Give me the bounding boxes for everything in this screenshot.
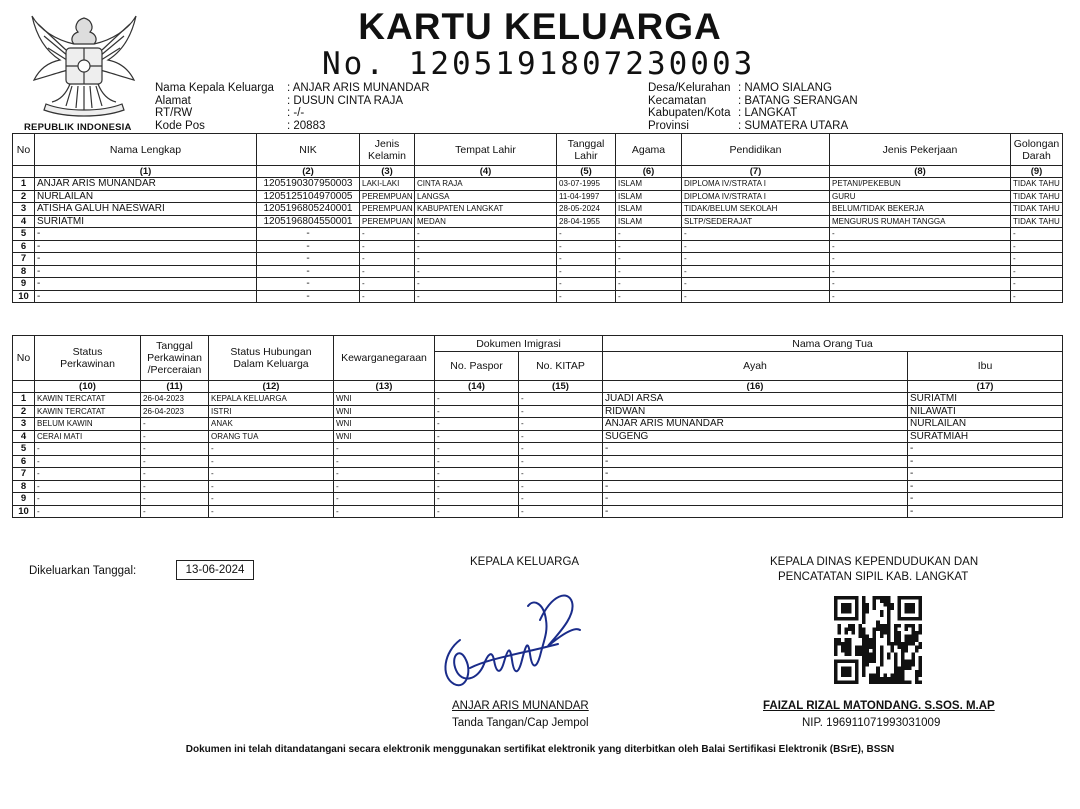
cell-status-perkawinan: BELUM KAWIN <box>35 418 141 431</box>
cell-tanggal-lahir: 11-04-1997 <box>557 190 616 203</box>
cell-nama: ATISHA GALUH NAESWARI <box>35 203 257 216</box>
cell-tanggal-perkawinan: - <box>141 418 209 431</box>
column-number: (11) <box>141 381 209 393</box>
row-number: 5 <box>13 228 35 241</box>
head-of-family-title: KEPALA KELUARGA <box>470 556 580 568</box>
cell-pekerjaan: - <box>830 265 1011 278</box>
issued-date-label: Dikeluarkan Tanggal: <box>29 565 137 577</box>
cell-nik: 1205196804550001 <box>257 215 360 228</box>
cell-golongan-darah: TIDAK TAHU <box>1011 178 1063 191</box>
table-row <box>13 430 1063 443</box>
cell-kewarganegaraan: - <box>334 505 435 518</box>
row-number: 8 <box>13 265 35 278</box>
column-number <box>13 381 35 393</box>
column-number <box>13 166 35 178</box>
row-number: 1 <box>13 178 35 191</box>
row-number: 9 <box>13 278 35 291</box>
table-row <box>13 418 1063 431</box>
cell-pekerjaan: PETANI/PEKEBUN <box>830 178 1011 191</box>
table-row <box>13 253 1063 266</box>
col-header-jenis-kelamin: Jenis Kelamin <box>360 134 415 166</box>
cell-ayah: - <box>603 480 908 493</box>
meta-label: RT/RW <box>155 107 193 119</box>
cell-pendidikan: SLTP/SEDERAJAT <box>682 215 830 228</box>
col-header-agama: Agama <box>616 134 682 166</box>
cell-pendidikan: - <box>682 240 830 253</box>
cell-agama: - <box>616 290 682 303</box>
cell-tempat-lahir: - <box>415 265 557 278</box>
cell-pekerjaan: - <box>830 240 1011 253</box>
table-row <box>13 290 1063 303</box>
cell-hubungan: - <box>209 455 334 468</box>
cell-jenis-kelamin: LAKI-LAKI <box>360 178 415 191</box>
cell-nama: - <box>35 278 257 291</box>
cell-ayah: SUGENG <box>603 430 908 443</box>
cell-kewarganegaraan: - <box>334 493 435 506</box>
col-header-no: No <box>13 336 35 381</box>
cell-nama: SURIATMI <box>35 215 257 228</box>
meta-label: Nama Kepala Keluarga <box>155 82 274 94</box>
meta-value: : ANJAR ARIS MUNANDAR <box>287 82 430 94</box>
cell-hubungan: KEPALA KELUARGA <box>209 393 334 406</box>
table-row <box>13 265 1063 278</box>
cell-ibu: - <box>908 505 1063 518</box>
col-header-nama: Nama Lengkap <box>35 134 257 166</box>
table-row <box>13 190 1063 203</box>
cell-kewarganegaraan: WNI <box>334 418 435 431</box>
column-number: (1) <box>35 166 257 178</box>
column-number: (2) <box>257 166 360 178</box>
cell-nik: 1205196805240001 <box>257 203 360 216</box>
cell-hubungan: - <box>209 505 334 518</box>
cell-kitap: - <box>519 505 603 518</box>
cell-paspor: - <box>435 418 519 431</box>
cell-tanggal-perkawinan: 26-04-2023 <box>141 393 209 406</box>
cell-ibu: - <box>908 455 1063 468</box>
cell-kewarganegaraan: - <box>334 468 435 481</box>
cell-status-perkawinan: - <box>35 493 141 506</box>
table-row <box>13 493 1063 506</box>
cell-kitap: - <box>519 455 603 468</box>
cell-ayah: ANJAR ARIS MUNANDAR <box>603 418 908 431</box>
cell-kewarganegaraan: WNI <box>334 405 435 418</box>
row-number: 7 <box>13 253 35 266</box>
cell-nama: - <box>35 240 257 253</box>
cell-tanggal-lahir: - <box>557 253 616 266</box>
cell-paspor: - <box>435 493 519 506</box>
col-header-dokumen-imigrasi: Dokumen Imigrasi <box>435 336 603 352</box>
agency-title-line2: PENCATATAN SIPIL KAB. LANGKAT <box>778 571 969 583</box>
cell-agama: ISLAM <box>616 178 682 191</box>
family-members-table <box>12 133 1063 303</box>
cell-nik: 1205125104970005 <box>257 190 360 203</box>
cell-pekerjaan: - <box>830 290 1011 303</box>
cell-tempat-lahir: KABUPATEN LANGKAT <box>415 203 557 216</box>
meta-label: Kabupaten/Kota <box>648 107 731 119</box>
cell-tanggal-perkawinan: - <box>141 430 209 443</box>
cell-kitap: - <box>519 418 603 431</box>
cell-paspor: - <box>435 455 519 468</box>
cell-nama: ANJAR ARIS MUNANDAR <box>35 178 257 191</box>
row-number: 5 <box>13 443 35 456</box>
cell-agama: ISLAM <box>616 203 682 216</box>
column-number-row <box>13 166 1063 178</box>
cell-hubungan: - <box>209 468 334 481</box>
meta-value: : DUSUN CINTA RAJA <box>287 94 404 107</box>
cell-hubungan: - <box>209 493 334 506</box>
cell-kitap: - <box>519 480 603 493</box>
cell-kewarganegaraan: - <box>334 443 435 456</box>
row-number: 3 <box>13 418 35 431</box>
col-header-ibu: Ibu <box>908 352 1063 381</box>
cell-tempat-lahir: MEDAN <box>415 215 557 228</box>
cell-pekerjaan: - <box>830 278 1011 291</box>
cell-ibu: - <box>908 493 1063 506</box>
region-info-labels <box>648 82 731 132</box>
cell-agama: - <box>616 253 682 266</box>
cell-ayah: - <box>603 505 908 518</box>
table-row <box>13 480 1063 493</box>
cell-kitap: - <box>519 443 603 456</box>
column-number-row <box>13 381 1063 393</box>
cell-kitap: - <box>519 430 603 443</box>
meta-value: : SUMATERA UTARA <box>738 119 849 132</box>
cell-nik: 1205190307950003 <box>257 178 360 191</box>
cell-jenis-kelamin: PEREMPUAN <box>360 190 415 203</box>
cell-ayah: - <box>603 493 908 506</box>
cell-tanggal-lahir: - <box>557 240 616 253</box>
meta-value: : LANGKAT <box>738 107 798 119</box>
table-row <box>13 215 1063 228</box>
table-row <box>13 468 1063 481</box>
cell-golongan-darah: TIDAK TAHU <box>1011 190 1063 203</box>
meta-label: Kode Pos <box>155 119 205 132</box>
cell-status-perkawinan: - <box>35 480 141 493</box>
cell-hubungan: ISTRI <box>209 405 334 418</box>
table-row <box>13 393 1063 406</box>
family-info-values <box>287 82 430 132</box>
cell-tanggal-perkawinan: - <box>141 443 209 456</box>
table-row <box>13 178 1063 191</box>
cell-status-perkawinan: KAWIN TERCATAT <box>35 393 141 406</box>
cell-paspor: - <box>435 468 519 481</box>
cell-ibu: SURATMIAH <box>908 430 1063 443</box>
cell-ibu: - <box>908 443 1063 456</box>
cell-ayah: RIDWAN <box>603 405 908 418</box>
cell-status-perkawinan: CERAI MATI <box>35 430 141 443</box>
col-header-ayah: Ayah <box>603 352 908 381</box>
cell-pendidikan: - <box>682 228 830 241</box>
cell-ibu: SURIATMI <box>908 393 1063 406</box>
electronic-signature-note: Dokumen ini telah ditandatangani secara elektronik menggunakan sertifikat elektronik yang diterbitkan oleh Balai Sertifikasi Elektronik (BSrE), BSSN <box>185 744 895 755</box>
column-number: (6) <box>616 166 682 178</box>
cell-kitap: - <box>519 493 603 506</box>
cell-tanggal-lahir: 28-05-2024 <box>557 203 616 216</box>
cell-hubungan: - <box>209 480 334 493</box>
cell-pendidikan: DIPLOMA IV/STRATA I <box>682 178 830 191</box>
row-number: 10 <box>13 290 35 303</box>
row-number: 2 <box>13 190 35 203</box>
qr-code-icon <box>834 596 922 684</box>
column-number: (8) <box>830 166 1011 178</box>
cell-tanggal-perkawinan: 26-04-2023 <box>141 405 209 418</box>
cell-nik: - <box>257 228 360 241</box>
cell-tanggal-perkawinan: - <box>141 493 209 506</box>
cell-pendidikan: - <box>682 290 830 303</box>
cell-tanggal-perkawinan: - <box>141 505 209 518</box>
cell-ayah: JUADI ARSA <box>603 393 908 406</box>
cell-kitap: - <box>519 468 603 481</box>
family-members-body <box>13 166 1063 303</box>
cell-golongan-darah: - <box>1011 240 1063 253</box>
cell-golongan-darah: - <box>1011 278 1063 291</box>
cell-jenis-kelamin: - <box>360 253 415 266</box>
cell-jenis-kelamin: - <box>360 228 415 241</box>
cell-agama: ISLAM <box>616 190 682 203</box>
meta-label: Alamat <box>155 94 191 107</box>
row-number: 4 <box>13 215 35 228</box>
family-status-table <box>12 335 1063 518</box>
cell-pekerjaan: MENGURUS RUMAH TANGGA <box>830 215 1011 228</box>
cell-tempat-lahir: CINTA RAJA <box>415 178 557 191</box>
col-header-nama-orang-tua: Nama Orang Tua <box>603 336 1063 352</box>
cell-nama: - <box>35 265 257 278</box>
cell-pekerjaan: GURU <box>830 190 1011 203</box>
cell-agama: ISLAM <box>616 215 682 228</box>
col-header-kewarganegaraan: Kewarganegaraan <box>334 336 435 381</box>
cell-golongan-darah: - <box>1011 253 1063 266</box>
cell-tanggal-lahir: - <box>557 228 616 241</box>
cell-paspor: - <box>435 430 519 443</box>
cell-nik: - <box>257 278 360 291</box>
cell-tempat-lahir: - <box>415 278 557 291</box>
cell-ibu: NILAWATI <box>908 405 1063 418</box>
column-number: (14) <box>435 381 519 393</box>
col-header-hubungan: Status Hubungan Dalam Keluarga <box>209 336 334 381</box>
cell-agama: - <box>616 240 682 253</box>
cell-tempat-lahir: LANGSA <box>415 190 557 203</box>
column-number: (9) <box>1011 166 1063 178</box>
cell-agama: - <box>616 265 682 278</box>
cell-pendidikan: TIDAK/BELUM SEKOLAH <box>682 203 830 216</box>
cell-status-perkawinan: KAWIN TERCATAT <box>35 405 141 418</box>
cell-tanggal-lahir: - <box>557 265 616 278</box>
cell-tanggal-perkawinan: - <box>141 480 209 493</box>
cell-status-perkawinan: - <box>35 455 141 468</box>
meta-value: : -/- <box>287 107 305 119</box>
column-number: (7) <box>682 166 830 178</box>
cell-tempat-lahir: - <box>415 228 557 241</box>
cell-nik: - <box>257 290 360 303</box>
col-header-nik: NIK <box>257 134 360 166</box>
cell-jenis-kelamin: PEREMPUAN <box>360 215 415 228</box>
meta-label: Provinsi <box>648 119 689 132</box>
column-number: (13) <box>334 381 435 393</box>
issued-date-value: 13-06-2024 <box>176 560 254 580</box>
table-row <box>13 203 1063 216</box>
column-number: (15) <box>519 381 603 393</box>
table-row <box>13 455 1063 468</box>
row-number: 7 <box>13 468 35 481</box>
meta-label: Kecamatan <box>648 94 707 107</box>
cell-paspor: - <box>435 505 519 518</box>
col-header-status-perkawinan: Status Perkawinan <box>35 336 141 381</box>
document-title: KARTU KELUARGA <box>358 6 722 47</box>
table-row <box>13 240 1063 253</box>
cell-pekerjaan: - <box>830 228 1011 241</box>
col-header-kitap: No. KITAP <box>519 352 603 381</box>
cell-tanggal-lahir: 28-04-1955 <box>557 215 616 228</box>
cell-nik: - <box>257 240 360 253</box>
officer-nip: NIP. 196911071993031009 <box>802 717 941 729</box>
cell-ibu: NURLAILAN <box>908 418 1063 431</box>
column-number: (3) <box>360 166 415 178</box>
agency-title-line1: KEPALA DINAS KEPENDUDUKAN DAN <box>770 556 979 568</box>
cell-agama: - <box>616 228 682 241</box>
cell-pendidikan: - <box>682 253 830 266</box>
row-number: 8 <box>13 480 35 493</box>
col-header-tanggal-perkawinan: Tanggal Perkawinan /Perceraian <box>141 336 209 381</box>
meta-value: : NAMO SIALANG <box>738 82 832 94</box>
col-header-golongan-darah: Golongan Darah <box>1011 134 1063 166</box>
officer-name: FAIZAL RIZAL MATONDANG. S.SOS. M.AP <box>763 700 995 712</box>
cell-paspor: - <box>435 393 519 406</box>
column-number: (17) <box>908 381 1063 393</box>
cell-paspor: - <box>435 405 519 418</box>
cell-nama: - <box>35 228 257 241</box>
cell-ibu: - <box>908 468 1063 481</box>
meta-value: : BATANG SERANGAN <box>738 94 858 107</box>
cell-kewarganegaraan: - <box>334 480 435 493</box>
row-number: 9 <box>13 493 35 506</box>
cell-kitap: - <box>519 405 603 418</box>
signature-icon <box>430 580 600 700</box>
cell-jenis-kelamin: - <box>360 240 415 253</box>
row-number: 6 <box>13 240 35 253</box>
cell-nama: - <box>35 290 257 303</box>
row-number: 4 <box>13 430 35 443</box>
cell-status-perkawinan: - <box>35 443 141 456</box>
table-row <box>13 505 1063 518</box>
cell-golongan-darah: TIDAK TAHU <box>1011 203 1063 216</box>
meta-value: : 20883 <box>287 119 326 132</box>
cell-golongan-darah: - <box>1011 265 1063 278</box>
table-row <box>13 278 1063 291</box>
family-info-labels <box>155 82 274 132</box>
cell-ayah: - <box>603 443 908 456</box>
cell-golongan-darah: TIDAK TAHU <box>1011 215 1063 228</box>
cell-paspor: - <box>435 480 519 493</box>
cell-pendidikan: - <box>682 278 830 291</box>
table-row <box>13 443 1063 456</box>
row-number: 3 <box>13 203 35 216</box>
cell-agama: - <box>616 278 682 291</box>
col-header-pendidikan: Pendidikan <box>682 134 830 166</box>
col-header-no: No <box>13 134 35 166</box>
cell-pekerjaan: BELUM/TIDAK BEKERJA <box>830 203 1011 216</box>
cell-tanggal-lahir: 03-07-1995 <box>557 178 616 191</box>
table-row <box>13 405 1063 418</box>
cell-nik: - <box>257 265 360 278</box>
cell-jenis-kelamin: PEREMPUAN <box>360 203 415 216</box>
cell-tanggal-lahir: - <box>557 290 616 303</box>
cell-paspor: - <box>435 443 519 456</box>
cell-tanggal-lahir: - <box>557 278 616 291</box>
cell-hubungan: ORANG TUA <box>209 430 334 443</box>
cell-nama: - <box>35 253 257 266</box>
column-number: (4) <box>415 166 557 178</box>
signature-caption: Tanda Tangan/Cap Jempol <box>452 717 589 729</box>
cell-ayah: - <box>603 455 908 468</box>
row-number: 2 <box>13 405 35 418</box>
cell-nik: - <box>257 253 360 266</box>
cell-golongan-darah: - <box>1011 228 1063 241</box>
col-header-tanggal-lahir: Tanggal Lahir <box>557 134 616 166</box>
meta-label: Desa/Kelurahan <box>648 82 731 94</box>
cell-tempat-lahir: - <box>415 253 557 266</box>
cell-kewarganegaraan: WNI <box>334 393 435 406</box>
cell-ibu: - <box>908 480 1063 493</box>
cell-pekerjaan: - <box>830 253 1011 266</box>
column-number: (16) <box>603 381 908 393</box>
column-number: (10) <box>35 381 141 393</box>
cell-nama: NURLAILAN <box>35 190 257 203</box>
document-number: No. 1205191807230003 <box>322 46 756 82</box>
family-status-body <box>13 381 1063 518</box>
row-number: 6 <box>13 455 35 468</box>
cell-jenis-kelamin: - <box>360 278 415 291</box>
cell-jenis-kelamin: - <box>360 265 415 278</box>
cell-hubungan: - <box>209 443 334 456</box>
cell-jenis-kelamin: - <box>360 290 415 303</box>
table-row <box>13 228 1063 241</box>
cell-ayah: - <box>603 468 908 481</box>
cell-tanggal-perkawinan: - <box>141 468 209 481</box>
cell-status-perkawinan: - <box>35 468 141 481</box>
cell-kewarganegaraan: - <box>334 455 435 468</box>
row-number: 1 <box>13 393 35 406</box>
cell-pendidikan: - <box>682 265 830 278</box>
cell-golongan-darah: - <box>1011 290 1063 303</box>
head-of-family-name: ANJAR ARIS MUNANDAR <box>452 700 589 712</box>
col-header-tempat-lahir: Tempat Lahir <box>415 134 557 166</box>
col-header-pekerjaan: Jenis Pekerjaan <box>830 134 1011 166</box>
cell-kitap: - <box>519 393 603 406</box>
cell-pendidikan: DIPLOMA IV/STRATA I <box>682 190 830 203</box>
region-info-values <box>738 82 858 132</box>
cell-kewarganegaraan: WNI <box>334 430 435 443</box>
column-number: (5) <box>557 166 616 178</box>
cell-status-perkawinan: - <box>35 505 141 518</box>
cell-tempat-lahir: - <box>415 240 557 253</box>
cell-tanggal-perkawinan: - <box>141 455 209 468</box>
column-number: (12) <box>209 381 334 393</box>
row-number: 10 <box>13 505 35 518</box>
cell-hubungan: ANAK <box>209 418 334 431</box>
cell-tempat-lahir: - <box>415 290 557 303</box>
col-header-paspor: No. Paspor <box>435 352 519 381</box>
emblem-caption: REPUBLIK INDONESIA <box>24 122 132 133</box>
